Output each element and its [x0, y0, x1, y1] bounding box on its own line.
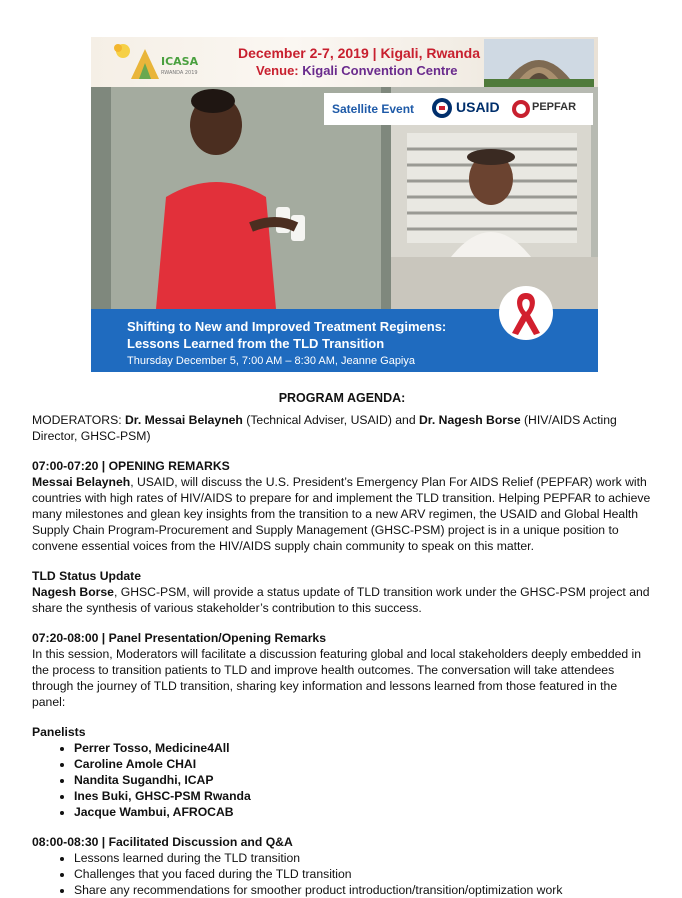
tld-status-heading: TLD Status Update: [32, 569, 142, 583]
usaid-label: USAID: [456, 99, 500, 115]
panel-heading: 07:20-08:00 | Panel Presentation/Opening Remarks: [32, 631, 326, 645]
panel-section: [32, 630, 652, 710]
program-agenda: [32, 390, 652, 898]
discussion-heading: 08:00-08:30 | Facilitated Discussion and Q&A: [32, 835, 293, 849]
event-venue: Venue: Kigali Convention Centre: [256, 63, 458, 78]
event-banner: [91, 37, 598, 372]
tld-status-section: [32, 568, 652, 616]
opening-remarks-heading: 07:00-07:20 | OPENING REMARKS: [32, 459, 230, 473]
discussion-list: [32, 850, 652, 898]
list-item: • Ines Buki, GHSC-PSM Rwanda: [74, 788, 652, 804]
svg-text:ICASA: ICASA: [161, 55, 199, 68]
list-item: • Jacque Wambui, AFROCAB: [74, 804, 652, 820]
svg-text:RWANDA 2019: RWANDA 2019: [161, 70, 198, 76]
list-item: • Nandita Sugandhi, ICAP: [74, 772, 652, 788]
discussion-section: [32, 834, 652, 898]
red-ribbon-icon: [498, 285, 554, 341]
icasa-logo-icon: [109, 41, 219, 83]
panelists-heading: Panelists: [32, 725, 86, 739]
pepfar-label: PEPFAR: [532, 101, 577, 113]
panelists-list: [32, 740, 652, 820]
opening-remarks-section: [32, 458, 652, 554]
agenda-title: PROGRAM AGENDA:: [278, 391, 406, 405]
list-item: • Perrer Tosso, Medicine4All: [74, 740, 652, 756]
session-title-line1: Shifting to New and Improved Treatment Regimens:: [127, 319, 447, 334]
session-title-line2: Lessons Learned from the TLD Transition: [127, 336, 385, 351]
tld-status-text: Nagesh Borse, GHSC-PSM, will provide a status update of TLD transition work under the GHSC-PSM project and share the synthesis of various stakeholder’s contribution to this success.: [32, 585, 650, 615]
partner-logos: [324, 93, 593, 125]
panelists-section: [32, 724, 652, 820]
opening-remarks-text: Messai Belayneh, USAID, will discuss the U.S. President’s Emergency Plan For AIDS Relief (PEPFAR) work with countries with high rates of HIV/AIDS to prepare for and implement the TLD transition. Helping PEPFAR to achieve many milestones and glean key insights from the transition to a new ARV regimen, the USAID and Global Health Supply Chain Program-Procurement and Supply Management (GHSC-PSM) project is in a unique position to convene essential voices from the HIV/AIDS supply chain community to speak on this matter.: [32, 475, 651, 553]
list-item: • Caroline Amole CHAI: [74, 756, 652, 772]
convention-centre-dome-icon: [484, 39, 594, 87]
list-item: • Challenges that you faced during the TLD transition: [74, 866, 652, 882]
banner-header: [91, 37, 598, 87]
list-item: • Share any recommendations for smoother product introduction/transition/optimization work: [74, 882, 652, 898]
panel-text: In this session, Moderators will facilitate a discussion featuring global and local stakeholders deeply embedded in the process to transition patients to TLD and improve health outcomes. The conversation will take attendees through the journey of TLD transition, sharing key information and lessons learned from those featured in the panel:: [32, 647, 642, 709]
pepfar-logo-icon: [511, 99, 531, 119]
satellite-event-label: Satellite Event: [332, 102, 415, 116]
event-dates: December 2-7, 2019 | Kigali, Rwanda: [238, 45, 481, 61]
list-item: • Lessons learned during the TLD transition: [74, 850, 652, 866]
session-time-location: Thursday December 5, 7:00 AM – 8:30 AM, Jeanne Gapiya: [127, 355, 415, 367]
moderators: MODERATORS: Dr. Messai Belayneh (Technical Adviser, USAID) and Dr. Nagesh Borse (HIV/AIDS Acting Director, GHSC-PSM): [32, 413, 617, 443]
usaid-seal-icon: [431, 97, 453, 119]
